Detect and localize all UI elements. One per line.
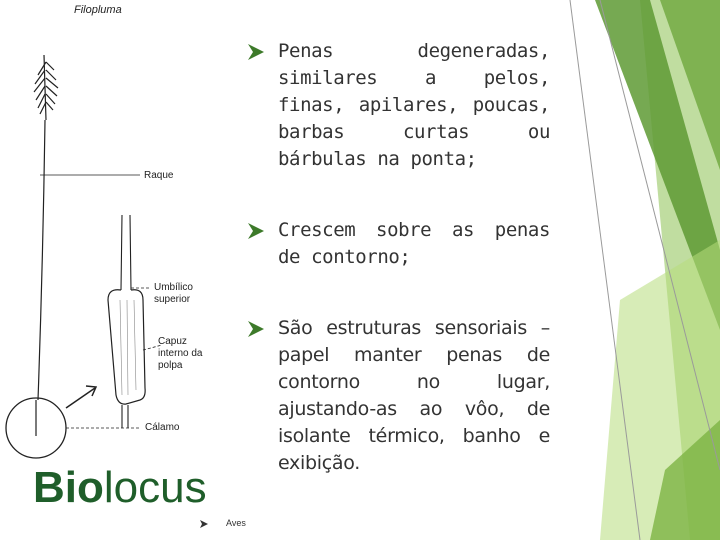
logo-bio: Bio bbox=[33, 463, 104, 512]
arrowhead-bullet-icon bbox=[248, 223, 264, 239]
footer-text: Aves bbox=[226, 518, 246, 528]
arrowhead-small-icon bbox=[200, 520, 208, 528]
footer bbox=[200, 518, 246, 528]
label-raque: Raque bbox=[144, 170, 174, 181]
arrowhead-bullet-icon bbox=[248, 321, 264, 337]
logo-locus: locus bbox=[103, 463, 207, 512]
label-capuz: Capuz interno da polpa bbox=[158, 336, 203, 371]
label-umbilico-superior: Umbílico superior bbox=[154, 282, 193, 305]
label-calamo: Cálamo bbox=[145, 422, 180, 433]
bullet-item bbox=[248, 315, 550, 477]
bullet-text: Penas degeneradas, similares a pelos, finas, apilares, poucas, barbas curtas ou bárbulas na ponta; bbox=[278, 40, 550, 170]
bullet-text: São estruturas sensoriais – papel manter penas de contorno no lugar, ajustando-as ao vôo, de isolante térmico, banho e exibição. bbox=[278, 317, 550, 474]
figure-title: Filopluma bbox=[74, 4, 122, 16]
arrowhead-bullet-icon bbox=[248, 44, 264, 60]
biolocus-logo bbox=[33, 462, 207, 514]
bullet-list bbox=[248, 38, 550, 521]
filopluma-illustration bbox=[0, 0, 250, 520]
bullet-text: Crescem sobre as penas de contorno; bbox=[278, 219, 550, 268]
bullet-item bbox=[248, 38, 550, 173]
bullet-item bbox=[248, 217, 550, 271]
